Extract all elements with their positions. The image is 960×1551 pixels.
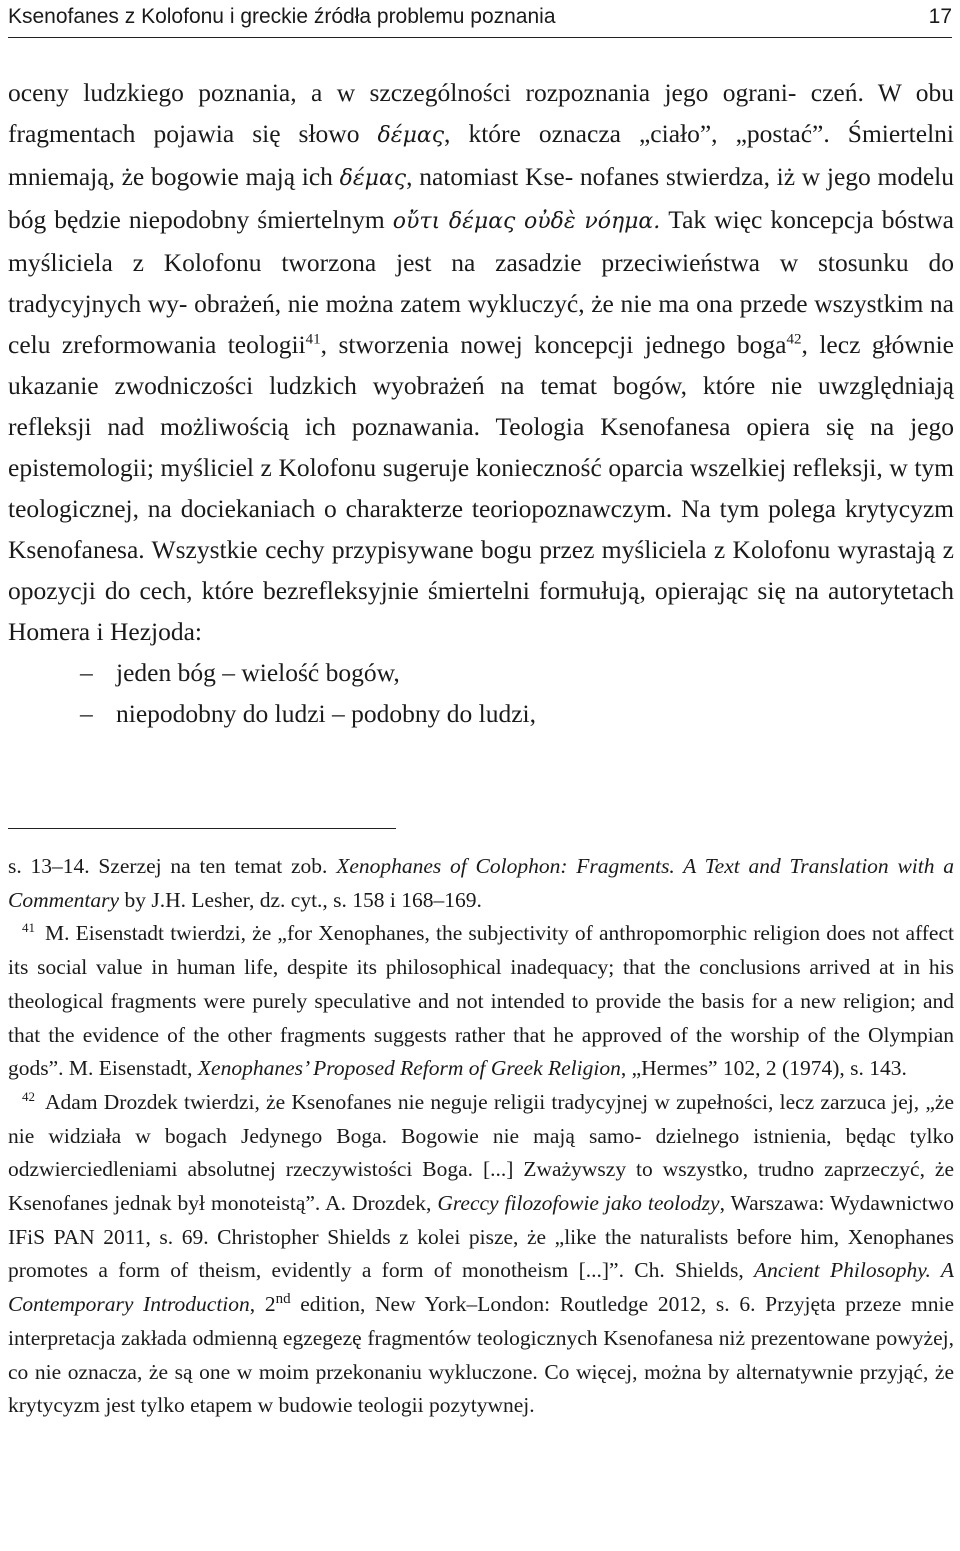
running-header xyxy=(8,4,952,30)
text-run: Adam Drozdek twierdzi, że Ksenofanes nie neguje religii tradycyjnej w zupełności, lecz zarzuca jej, „że nie widziała w bogach Jedynego Boga. Bogowie nie mają samo- dzielnego istnienia, będąc tylko odzwierciedleniami absolutnej rzeczywistości Boga. [...] Zważywszy to wszystko, trudno zaprzeczyć, że Ksenofanes jednak był monoteistą”. A. Drozdek, xyxy=(8,1089,954,1216)
header-rule xyxy=(8,37,952,38)
text-run: , które oznacza „ciało”, „postać”. Śmiertelni mniemają, że bogowie mają ich xyxy=(8,119,954,191)
text-run: , stworzenia nowej koncepcji jednego boga xyxy=(320,330,787,359)
text-run: , lecz głównie ukazanie zwodniczości ludzkich wyobrażeń na temat bogów, które nie uwzględniają refleksji nad możliwością ich poznawania. Teologia Ksenofanesa opiera się na jego epistemologii; myśliciel z Kolofonu sugeruje konieczność oparcia wszelkiej refleksji, w tym teologicznej, na dociekaniach o charakterze teoriopoznawczym. Na tym polega krytycyzm Ksenofanesa. Wszystkie cechy przypisywane bogu przez myśliciela z Kolofonu wyrastają z opozycji do cech, które bezrefleksyjnie śmiertelni formułują, opierając się na autorytetach Homera i Hezjoda: xyxy=(8,330,955,646)
footnotes xyxy=(8,850,954,1423)
running-title: Ksenofanes z Kolofonu i greckie źródła problemu poznania xyxy=(8,5,556,28)
list-dash: – xyxy=(80,658,93,687)
main-text xyxy=(8,72,954,734)
footnote-number: 42 xyxy=(22,1088,35,1104)
text-run: oceny ludzkiego poznania, a w szczególności rozpoznania jego ograni- czeń. W obu fragmentach pojawia się słowo xyxy=(8,78,954,148)
footnote-number: 41 xyxy=(22,920,35,936)
footnote-separator xyxy=(8,828,396,829)
cited-title: Ancient Philosophy. A Contemporary Introduction xyxy=(8,1258,954,1317)
footnote-41 xyxy=(8,917,954,1086)
list-item xyxy=(8,652,954,693)
text-run: M. Eisenstadt twierdzi, że „for Xenophanes, the subjectivity of anthropomorphic religion does not affect its social value in human life, despite its philosophical inadequacy; that the conclusions arrived at in his theological fragments were purely speculative and not intended to provide the basis for a new religion; and that the evidence of the other fragments suggests rather that he approved of the worship of the Olympian gods”. M. Eisenstadt, xyxy=(8,921,954,1081)
footnote-42 xyxy=(8,1086,954,1423)
text-run: , 2 xyxy=(249,1292,276,1317)
list-dash: – xyxy=(80,699,93,728)
text-run: edition, New York–London: Routledge 2012, s. 6. Przyjęta przeze mnie interpretacja zakłada odmienną egzegezę fragmentów teologicznych Ksenofanesa niż prezentowane powyżej, co nie oznacza, że są one w moim przekonaniu wykluczone. Co więcej, można by alternatywnie przyjąć, że krytycyzm jest tylko etapem w budowie teologii pozytywnej. xyxy=(8,1292,955,1418)
footnote-ref-42[interactable]: 42 xyxy=(786,331,802,348)
cited-title: Xenophanes’ Proposed Reform of Greek Religion xyxy=(197,1056,621,1081)
greek-phrase: οὔτι δέμας οὐδὲ νόημα. xyxy=(392,209,661,234)
greek-term: δέμας xyxy=(339,166,407,191)
list-item-text: niepodobny do ludzi – podobny do ludzi, xyxy=(116,699,537,728)
attribute-list xyxy=(8,652,954,734)
cited-title: Greccy filozofowie jako teolodzy xyxy=(437,1191,720,1216)
text-run: , natomiast Kse- nofanes stwierdza, iż w jego modelu bóg będzie niepodobny śmiertelnym xyxy=(8,162,954,234)
text-run: Tak więc koncepcja bóstwa myśliciela z Kolofonu tworzona jest na zasadzie przeciwieństwa w stosunku do tradycyjnych wy- obrażeń, nie można zatem wykluczyć, że nie ma ona przede wszystkim na celu zreformowania teologii xyxy=(8,205,954,359)
footnote-continued xyxy=(8,850,954,917)
text-run: by J.H. Lesher, dz. cyt., s. 158 i 168–169. xyxy=(119,887,482,912)
cited-title: Xenophanes of Colophon: Fragments. A Text and Translation with a Commentary xyxy=(8,854,954,912)
greek-term: δέμας xyxy=(377,123,445,148)
page-number: 17 xyxy=(928,5,952,28)
text-run: , Warszawa: Wydawnictwo IFiS PAN 2011, s. 69. Christopher Shields z kolei pisze, że „like the naturalists before him, Xenophanes promotes a form of theism, evidently a form of monotheism [...]”. Ch. Shields, xyxy=(8,1191,954,1283)
text-run: s. 13–14. Szerzej na ten temat zob. xyxy=(8,854,337,878)
text-run: , „Hermes” 102, 2 (1974), s. 143. xyxy=(620,1056,907,1081)
list-item xyxy=(8,693,954,734)
main-paragraph xyxy=(8,72,954,652)
ordinal-suffix: nd xyxy=(275,1290,291,1307)
list-item-text: jeden bóg – wielość bogów, xyxy=(116,658,400,687)
footnote-ref-41[interactable]: 41 xyxy=(305,331,321,348)
